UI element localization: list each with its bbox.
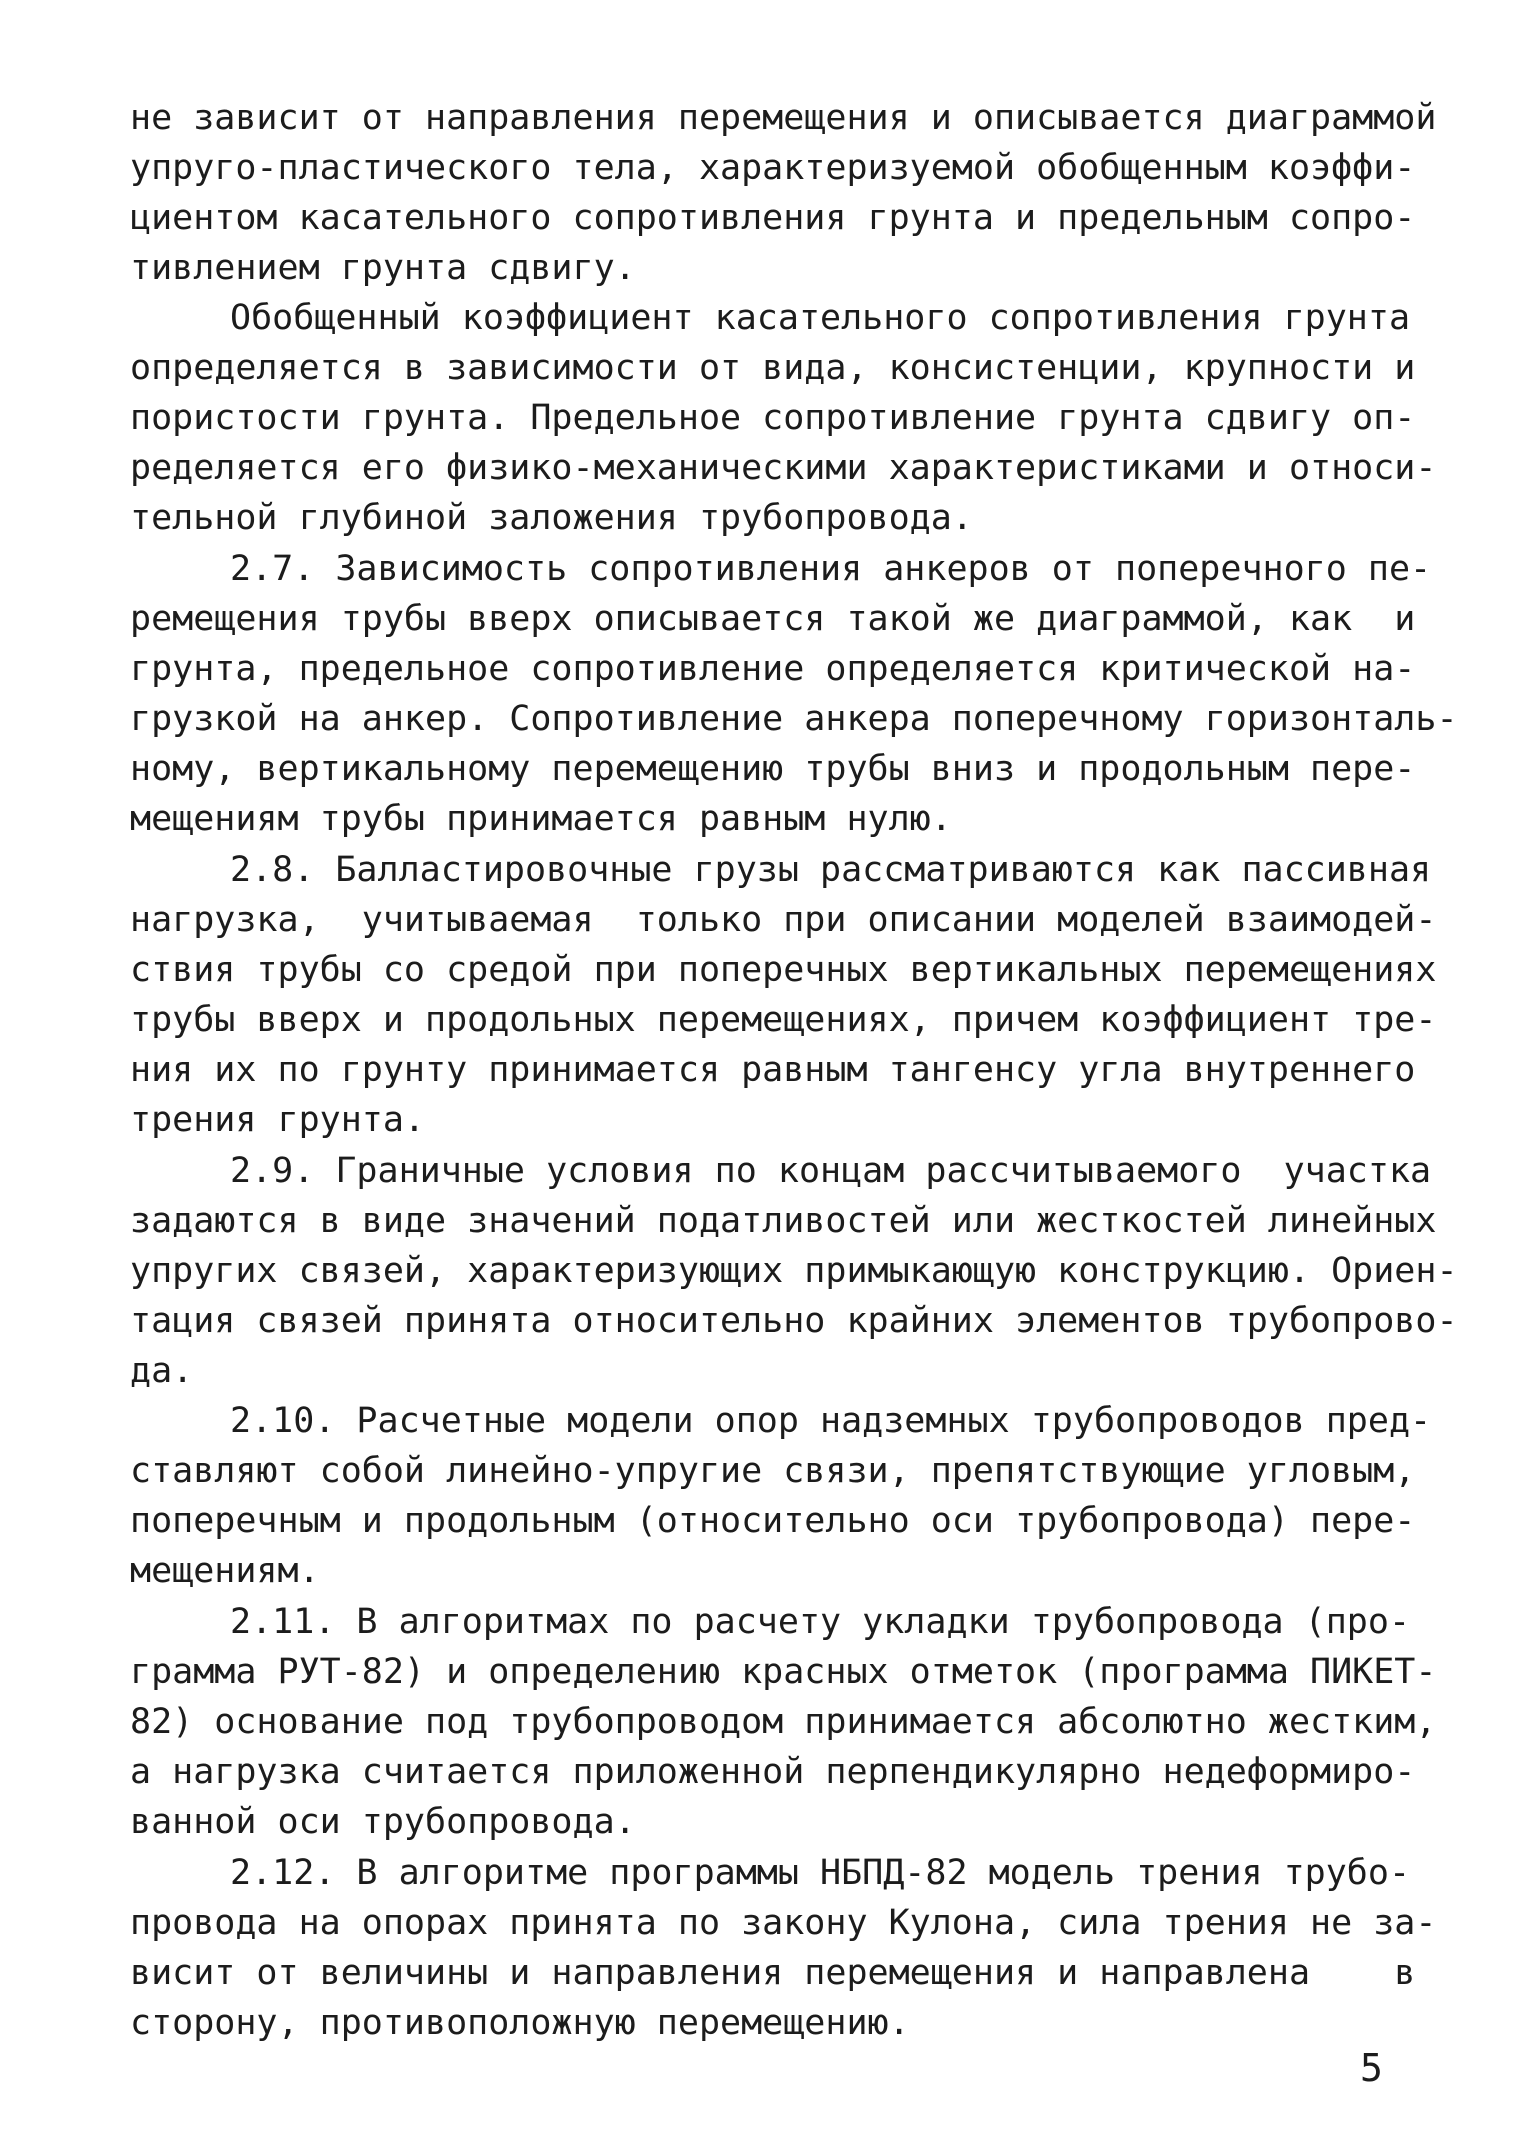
- text-line: циентом касательного сопротивления грунта и предельным сопро-: [130, 198, 1416, 238]
- text-line: поперечным и продольным (относительно оси трубопровода) пере-: [130, 1501, 1416, 1541]
- text-line: а нагрузка считается приложенной перпендикулярно недеформиро-: [130, 1752, 1416, 1792]
- paragraph-first-line: 2.8. Балластировочные грузы рассматриваются как пассивная: [230, 850, 1432, 890]
- text-line: пористости грунта. Предельное сопротивление грунта сдвигу оп-: [130, 398, 1416, 438]
- text-line: тельной глубиной заложения трубопровода.: [130, 498, 973, 538]
- text-line: сторону, противоположную перемещению.: [130, 2003, 910, 2043]
- text-line: упруго-пластического тела, характеризуемой обобщенным коэффи-: [130, 148, 1416, 188]
- page-number: 5: [1360, 2046, 1383, 2090]
- text-line: ния их по грунту принимается равным тангенсу угла внутреннего: [130, 1050, 1416, 1090]
- text-line: тация связей принята относительно крайних элементов трубопрово-: [130, 1301, 1458, 1341]
- text-line: задаются в виде значений податливостей или жесткостей линейных: [130, 1201, 1437, 1241]
- text-line: мещениям трубы принимается равным нулю.: [130, 799, 952, 839]
- text-line: ванной оси трубопровода.: [130, 1802, 636, 1842]
- paragraph-first-line: 2.10. Расчетные модели опор надземных трубопроводов пред-: [230, 1401, 1432, 1441]
- text-line: ному, вертикальному перемещению трубы вниз и продольным пере-: [130, 749, 1416, 789]
- text-line: да.: [130, 1351, 194, 1391]
- paragraph-first-line: 2.12. В алгоритме программы НБПД-82 модель трения трубо-: [230, 1853, 1411, 1893]
- text-line: ределяется его физико-механическими характеристиками и относи-: [130, 448, 1437, 488]
- text-line: ствия трубы со средой при поперечных вертикальных перемещениях: [130, 950, 1437, 990]
- text-line: грузкой на анкер. Сопротивление анкера поперечному горизонталь-: [130, 699, 1458, 739]
- text-line: определяется в зависимости от вида, консистенции, крупности и: [130, 348, 1416, 388]
- paragraph-first-line: 2.9. Граничные условия по концам рассчитываемого участка: [230, 1151, 1432, 1191]
- text-line: трубы вверх и продольных перемещениях, причем коэффициент тре-: [130, 1000, 1437, 1040]
- text-line: нагрузка, учитываемая только при описании моделей взаимодей-: [130, 900, 1437, 940]
- text-line: провода на опорах принята по закону Кулона, сила трения не за-: [130, 1903, 1437, 1943]
- text-line: тивлением грунта сдвигу.: [130, 248, 636, 288]
- paragraph-first-line: 2.7. Зависимость сопротивления анкеров от поперечного пе-: [230, 549, 1432, 589]
- paragraph-first-line: 2.11. В алгоритмах по расчету укладки трубопровода (про-: [230, 1602, 1411, 1642]
- text-line: 82) основание под трубопроводом принимается абсолютно жестким,: [130, 1702, 1437, 1742]
- text-line: упругих связей, характеризующих примыкающую конструкцию. Ориен-: [130, 1251, 1458, 1291]
- text-line: трения грунта.: [130, 1100, 426, 1140]
- text-line: ставляют собой линейно-упругие связи, препятствующие угловым,: [130, 1451, 1416, 1491]
- text-line: ремещения трубы вверх описывается такой же диаграммой, как и: [130, 599, 1416, 639]
- text-line: мещениям.: [130, 1551, 320, 1591]
- text-line: грунта, предельное сопротивление определяется критической на-: [130, 649, 1416, 689]
- paragraph-first-line: Обобщенный коэффициент касательного сопротивления грунта: [230, 298, 1411, 338]
- text-line: грамма РУТ-82) и определению красных отметок (программа ПИКЕТ-: [130, 1652, 1437, 1692]
- text-line: висит от величины и направления перемещения и направлена в: [130, 1953, 1416, 1993]
- text-line: не зависит от направления перемещения и описывается диаграммой: [130, 98, 1437, 138]
